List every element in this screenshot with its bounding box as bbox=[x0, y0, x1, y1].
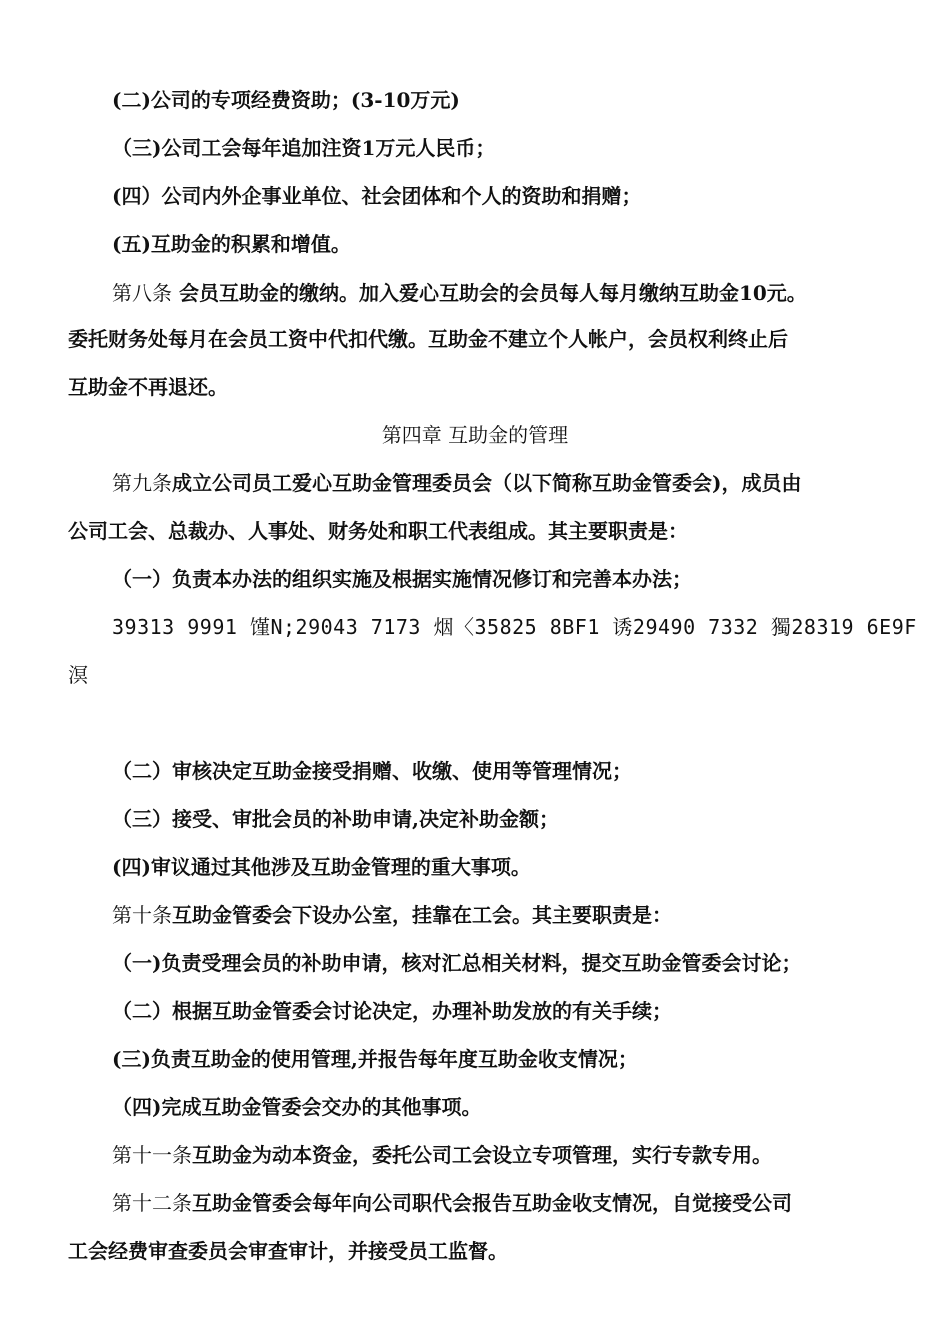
paragraph-funding-5: (五)互助金的积累和增值。 bbox=[112, 232, 351, 256]
article-9-continuation: 公司工会、总裁办、人事处、财务处和职工代表组成。其主要职责是： bbox=[68, 519, 688, 543]
article-10-item-3: (三)负责互助金的使用管理,并报告每年度互助金收支情况； bbox=[112, 1047, 638, 1071]
article-10 bbox=[112, 901, 932, 929]
article-9-item-3: （三）接受、审批会员的补助申请,决定补助金额； bbox=[112, 807, 559, 831]
chapter-4-heading: 第四章 互助金的管理 bbox=[381, 423, 569, 447]
article-8-text: 会员互助金的缴纳。加入爱心互助会的会员每人每月缴纳互助金10元。 bbox=[172, 281, 807, 305]
article-10-label: 第十条 bbox=[112, 903, 172, 927]
paragraph-funding-4: (四）公司内外企事业单位、社会团体和个人的资助和捐赠； bbox=[112, 184, 642, 208]
article-12-label: 第十二条 bbox=[112, 1191, 192, 1215]
article-12-text: 互助金管委会每年向公司职代会报告互助金收支情况，自觉接受公司 bbox=[192, 1191, 792, 1215]
article-10-item-2: （二）根据互助金管委会讨论决定，办理补助发放的有关手续； bbox=[112, 999, 672, 1023]
article-8-label: 第八条 bbox=[112, 281, 172, 305]
article-11 bbox=[112, 1141, 932, 1169]
article-12 bbox=[112, 1189, 932, 1217]
article-9-item-2: （二）审核决定互助金接受捐赠、收缴、使用等管理情况； bbox=[112, 759, 632, 783]
article-11-text: 互助金为动本资金，委托公司工会设立专项管理，实行专款专用。 bbox=[192, 1143, 772, 1167]
article-9 bbox=[112, 469, 932, 497]
article-10-item-4: （四)完成互助金管委会交办的其他事项。 bbox=[112, 1095, 482, 1119]
article-8-continuation-2: 互助金不再退还。 bbox=[68, 375, 228, 399]
article-10-item-1: （一)负责受理会员的补助申请，核对汇总相关材料，提交互助金管委会讨论； bbox=[112, 951, 802, 975]
article-8 bbox=[112, 279, 932, 307]
article-9-item-4: (四)审议通过其他涉及互助金管理的重大事项。 bbox=[112, 855, 531, 879]
article-9-item-1: （一）负责本办法的组织实施及根据实施情况修订和完善本办法； bbox=[112, 567, 692, 591]
article-9-text: 成立公司员工爱心互助金管理委员会（以下简称互助金管委会)，成员由 bbox=[172, 471, 802, 495]
paragraph-funding-2: (二)公司的专项经费资助；(3-10万元) bbox=[112, 88, 460, 112]
garbled-code-continuation: 溟 bbox=[68, 663, 88, 687]
paragraph-funding-3: （三)公司工会每年追加注资1万元人民币； bbox=[112, 136, 496, 160]
article-8-continuation-1: 委托财务处每月在会员工资中代扣代缴。互助金不建立个人帐户，会员权利终止后 bbox=[68, 327, 788, 351]
garbled-code-line: 39313 9991 馑N;29043 7173 烟〈35825 8BF1 诱29490 7332 獨28319 6E9F bbox=[112, 615, 917, 639]
article-12-continuation: 工会经费审查委员会审查审计，并接受员工监督。 bbox=[68, 1239, 508, 1263]
article-9-label: 第九条 bbox=[112, 471, 172, 495]
article-10-text: 互助金管委会下设办公室，挂靠在工会。其主要职责是： bbox=[172, 903, 672, 927]
article-11-label: 第十一条 bbox=[112, 1143, 192, 1167]
